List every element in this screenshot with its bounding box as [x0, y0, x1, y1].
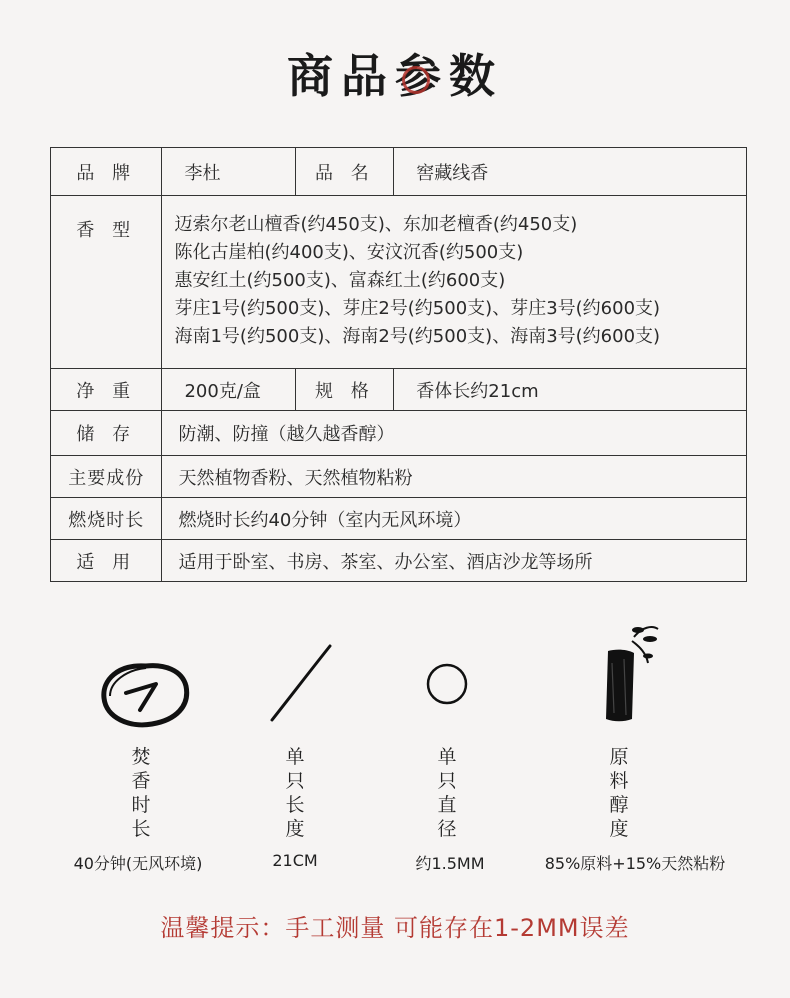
- label-char: 径: [437, 818, 457, 840]
- label-char: 度: [285, 818, 305, 840]
- storage-value: 防潮、防撞（越久越香醇）: [162, 411, 747, 456]
- label-char: 长: [131, 818, 151, 840]
- label-char: 焚: [131, 746, 151, 768]
- label-char: 长: [285, 794, 305, 816]
- feature-value-burn-time: 40分钟(无风环境): [73, 854, 203, 873]
- row-usage: [51, 540, 747, 582]
- feature-value-length: 21CM: [272, 851, 318, 870]
- brand-label: 品 牌: [51, 148, 162, 196]
- scent-type-line: 海南1号(约500支)、海南2号(约500支)、海南3号(约600支): [174, 326, 661, 347]
- label-char: 单: [437, 746, 457, 768]
- feature-label-length: [280, 745, 310, 841]
- feature-icons: [0, 615, 790, 735]
- row-burn-time: [51, 498, 747, 540]
- clock-icon: [100, 660, 192, 730]
- label-char: 原: [609, 746, 629, 768]
- spec-value: 香体长约21cm: [394, 369, 747, 411]
- weight-value: 200克/盒: [162, 369, 296, 411]
- storage-label: 储 存: [51, 411, 162, 456]
- usage-value: 适用于卧室、书房、茶室、办公室、酒店沙龙等场所: [162, 540, 747, 582]
- ingredients-value: 天然植物香粉、天然植物粘粉: [162, 456, 747, 498]
- scent-type-line: 陈化古崖柏(约400支)、安汶沉香(约500支): [174, 242, 524, 263]
- label-char: 料: [609, 770, 629, 792]
- product-params-table: [50, 147, 747, 582]
- burn-time-label: 燃烧时长: [51, 498, 162, 540]
- feature-label-burn-time: [126, 745, 156, 841]
- usage-label: 适 用: [51, 540, 162, 582]
- label-char: 香: [131, 770, 151, 792]
- page-title: 商品参数: [287, 49, 503, 103]
- label-char: 只: [285, 770, 305, 792]
- label-char: 直: [437, 794, 457, 816]
- vase-icon: [596, 623, 668, 725]
- feature-value-diameter: 约1.5MM: [415, 854, 485, 873]
- name-value: 窖藏线香: [394, 148, 747, 196]
- scent-type-line: 芽庄1号(约500支)、芽庄2号(约500支)、芽庄3号(约600支): [174, 298, 661, 319]
- seal-stamp: [402, 66, 430, 94]
- label-char: 只: [437, 770, 457, 792]
- scent-type-value: [162, 196, 747, 369]
- scent-type-label: 香 型: [51, 196, 162, 369]
- row-brand: [51, 148, 747, 196]
- row-storage: [51, 411, 747, 456]
- incense-stick-icon: [264, 640, 336, 725]
- scent-type-line: 惠安红土(约500支)、富森红土(约600支): [174, 270, 506, 291]
- label-char: 度: [609, 818, 629, 840]
- row-scent-type: [51, 196, 747, 369]
- label-char: 醇: [609, 794, 629, 816]
- scent-type-line: 迈索尔老山檀香(约450支)、东加老檀香(约450支): [174, 214, 578, 235]
- feature-label-purity: [604, 745, 634, 841]
- brand-value: 李杜: [162, 148, 296, 196]
- feature-value-purity: 85%原料+15%天然粘粉: [544, 854, 726, 873]
- row-weight-spec: [51, 369, 747, 411]
- weight-label: 净 重: [51, 369, 162, 411]
- label-char: 时: [131, 794, 151, 816]
- label-char: 单: [285, 746, 305, 768]
- burn-time-value: 燃烧时长约40分钟（室内无风环境）: [162, 498, 747, 540]
- ingredients-label: 主要成份: [51, 456, 162, 498]
- measurement-tip: 温馨提示：手工测量 可能存在1-2MM误差: [160, 914, 630, 942]
- name-label: 品 名: [296, 148, 394, 196]
- spec-label: 规 格: [296, 369, 394, 411]
- feature-label-diameter: [432, 745, 462, 841]
- circle-diameter-icon: [422, 660, 472, 710]
- row-ingredients: [51, 456, 747, 498]
